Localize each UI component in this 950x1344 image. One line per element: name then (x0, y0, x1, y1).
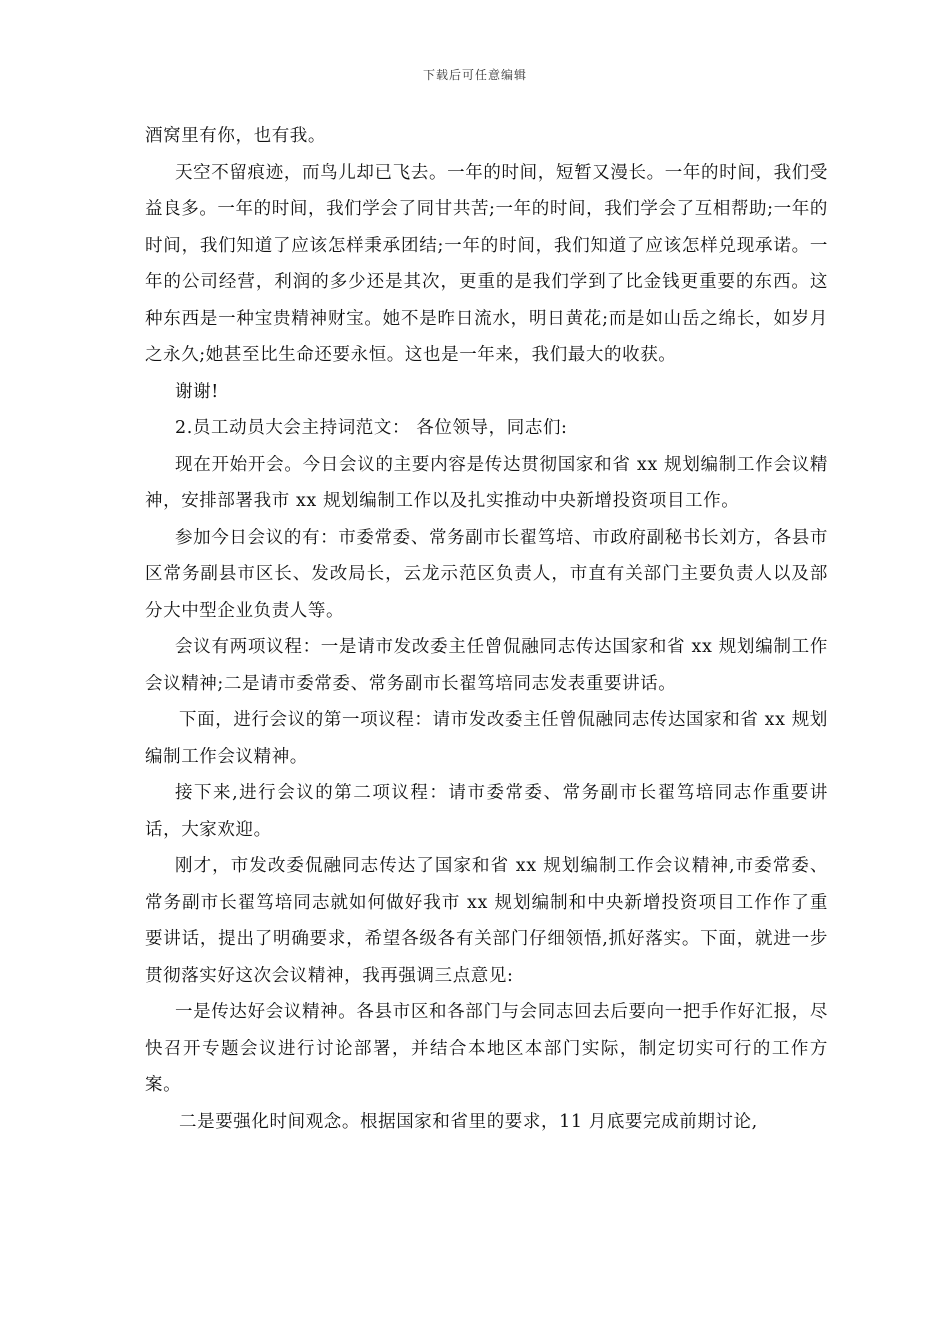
paragraph-9: 接下来,进行会议的第二项议程：请市委常委、常务副市长翟笃培同志作重要讲话，大家欢迎。 (145, 783, 828, 840)
paragraph-7: 会议有两项议程：一是请市发改委主任曾侃融同志传达国家和省 xx 规划编制工作会议精神;二是请市委常委、常务副市长翟笃培同志发表重要讲话。 (145, 637, 828, 694)
paragraph-10: 刚才，市发改委侃融同志传达了国家和省 xx 规划编制工作会议精神,市委常委、常务副市长翟笃培同志就如何做好我市 xx 规划编制和中央新增投资项目工作作了重要讲话，提出了明确要求，希望各级各有关部门仔细领悟,抓好落实。下面，就进一步贯彻落实好这次会议精神，我再强调三点意见: (145, 856, 828, 986)
page-header: 下载后可任意编辑 (422, 68, 527, 82)
document-body (145, 118, 828, 1140)
paragraph-3: 谢谢! (175, 381, 219, 402)
paragraph-8: 下面，进行会议的第一项议程：请市发改委主任曾侃融同志传达国家和省 xx 规划编制工作会议精神。 (145, 710, 828, 767)
paragraph-12: 二是要强化时间观念。根据国家和省里的要求，11 月底要完成前期讨论, (179, 1111, 758, 1132)
paragraph-5: 现在开始开会。今日会议的主要内容是传达贯彻国家和省 xx 规划编制工作会议精神，安排部署我市 xx 规划编制工作以及扎实推动中央新增投资项目工作。 (145, 454, 828, 511)
paragraph-11: 一是传达好会议精神。各县市区和各部门与会同志回去后要向一把手作好汇报，尽快召开专题会议进行讨论部署，并结合本地区本部门实际，制定切实可行的工作方案。 (145, 1002, 828, 1095)
paragraph-2: 天空不留痕迹，而鸟儿却已飞去。一年的时间，短暂又漫长。一年的时间，我们受益良多。一年的时间，我们学会了同甘共苦;一年的时间，我们学会了互相帮助;一年的时间，我们知道了应该怎样秉承团结;一年的时间，我们知道了应该怎样兑现承诺。一年的公司经营，利润的多少还是其次，更重的是我们学到了比金钱更重要的东西。这种东西是一种宝贵精神财宝。她不是昨日流水，明日黄花;而是如山岳之绵长，如岁月之永久;她甚至比生命还要永恒。这也是一年来，我们最大的收获。 (145, 162, 828, 365)
section-heading: 2.员工动员大会主持词范文： 各位领导，同志们: (175, 418, 568, 438)
paragraph-6: 参加今日会议的有：市委常委、常务副市长翟笃培、市政府副秘书长刘方，各县市区常务副县市区长、发改局长，云龙示范区负责人，市直有关部门主要负责人以及部分大中型企业负责人等。 (145, 527, 828, 621)
paragraph-1: 酒窝里有你，也有我。 (145, 126, 326, 146)
